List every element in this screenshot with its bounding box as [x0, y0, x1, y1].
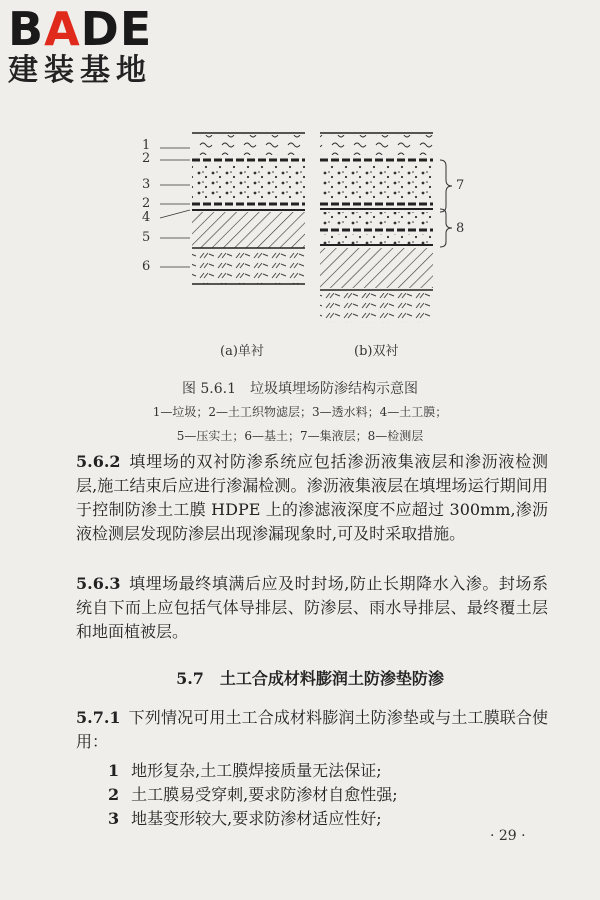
- fig-label-7: 7: [456, 178, 465, 193]
- subfig-b-label: (b)双衬: [354, 344, 399, 359]
- single-liner-section: [160, 133, 305, 284]
- clause-text: 填埋场最终填满后应及时封场,防止长期降水入渗。封场系统自下而上应包括气体导排层、防渗层、雨水导排层、最终覆土层和地面植被层。: [76, 574, 548, 641]
- logo-wordmark: BADE: [8, 2, 153, 56]
- liner-diagram: [0, 120, 600, 330]
- fig-label-2: 2: [142, 151, 151, 166]
- fig-label-6: 6: [142, 259, 151, 274]
- list-item: 2 土工膜易受穿刺,要求防渗材自愈性强;: [108, 785, 398, 804]
- clause-number: 5.7.1: [76, 708, 121, 727]
- clause-text: 下列情况可用土工合成材料膨润土防渗垫或与土工膜联合使用：: [76, 708, 548, 751]
- figure-legend-line1: 1—垃圾；2—土工织物滤层；3—透水料；4—土工膜；: [152, 405, 448, 419]
- list-item: 3 地基变形较大,要求防渗材适应性好;: [108, 809, 382, 828]
- bade-logo: [8, 2, 153, 88]
- clause-5-6-3: [76, 572, 548, 644]
- clause-number: 5.6.3: [76, 574, 121, 593]
- section-heading-5-7: 5.7 土工合成材料膨润土防渗垫防渗: [176, 669, 444, 688]
- clause-number: 5.6.2: [76, 452, 121, 471]
- fig-label-3: 3: [142, 177, 151, 192]
- clause-5-6-2: [76, 450, 548, 546]
- fig-label-4: 4: [142, 210, 151, 225]
- clause-5-7-1: [76, 706, 548, 754]
- fig-label-8: 8: [456, 221, 465, 236]
- logo-subtitle: 建装基地: [8, 53, 152, 88]
- fig-label-5: 5: [142, 230, 151, 245]
- fig-label-1: 1: [142, 138, 151, 153]
- figure-legend-line2: 5—压实土；6—基土；7—集液层；8—检测层: [176, 429, 424, 443]
- subfig-a-label: (a)单衬: [220, 344, 264, 359]
- double-liner-section: [320, 133, 452, 323]
- clause-text: 填埋场的双衬防渗系统应包括渗沥液集液层和渗沥液检测层,施工结束后应进行渗漏检测。渗沥液集液层在填埋场运行期间用于控制防渗土工膜 HDPE 上的渗滤液深度不应超过 300mm,渗沥液检测层发现防渗层出现渗漏现象时,可及时采取措施。: [76, 452, 548, 543]
- page-number: · 29 ·: [490, 828, 526, 844]
- list-item: 1 地形复杂,土工膜焊接质量无法保证;: [108, 761, 382, 780]
- fig-label-2b: 2: [142, 196, 151, 211]
- figure-caption: 图 5.6.1 垃圾填埋场防渗结构示意图: [181, 381, 419, 397]
